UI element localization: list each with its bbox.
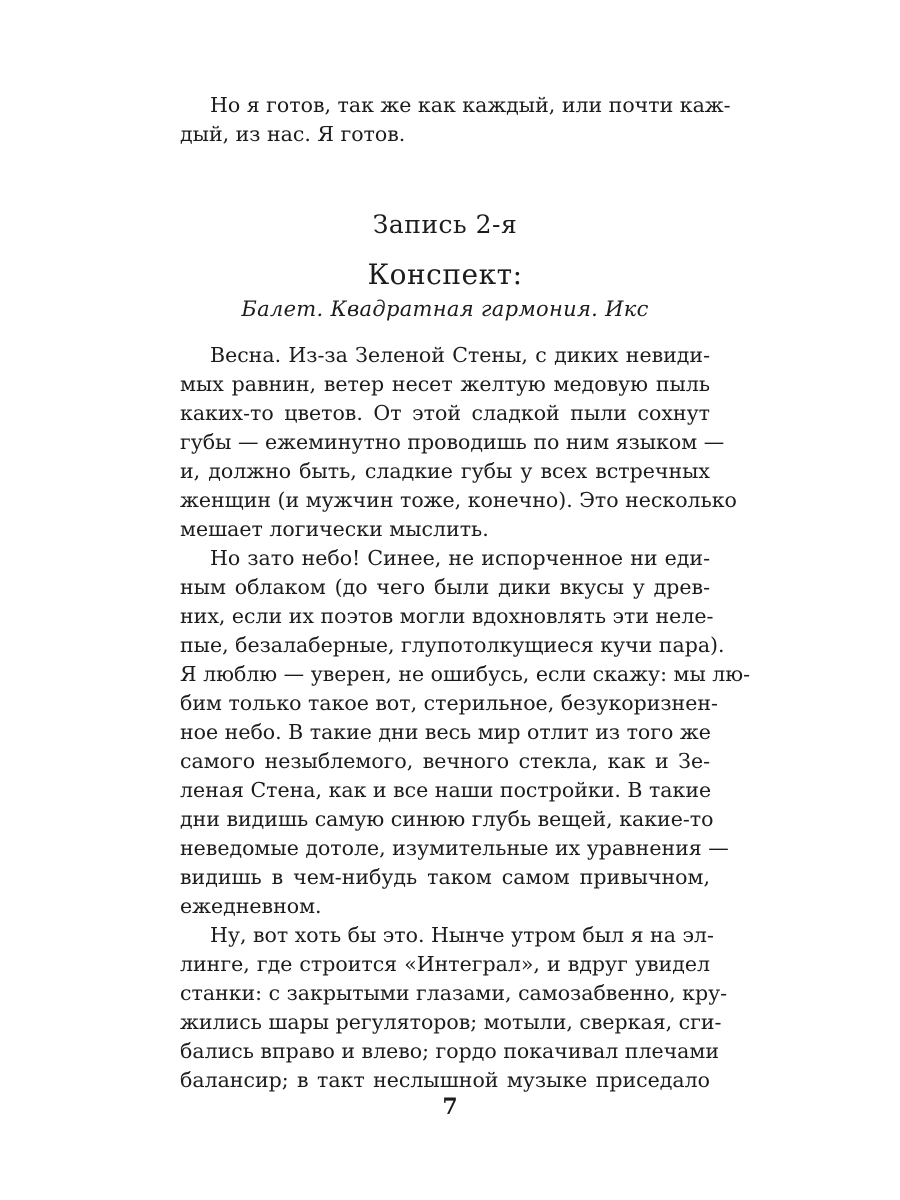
text-line: Ну, вот хоть бы это. Нынче утром был я на эл- <box>210 923 714 947</box>
page-number: 7 <box>442 1094 458 1120</box>
text-line: и, должно быть, сладкие губы у всех встречных <box>180 459 710 483</box>
text-line: ежедневном. <box>180 894 322 918</box>
text-line: леная Стена, как и все наши постройки. В такие <box>180 778 712 802</box>
text-line: ным облаком (до чего были дики вкусы у древ- <box>180 575 710 599</box>
body-text <box>180 341 751 1095</box>
text-line: бим только такое вот, стерильное, безукоризнен- <box>180 691 718 715</box>
text-line: них, если их поэтов могли вдохновлять эти неле- <box>180 604 714 628</box>
text-line: станки: с закрытыми глазами, самозабвенно, кру- <box>180 981 728 1005</box>
text-line: дни видишь самую синюю глубь вещей, какие-то <box>180 807 714 831</box>
text-line: дый, из нас. Я готов. <box>180 122 406 146</box>
text-line: балансир; в такт неслышной музыке приседало <box>180 1068 710 1092</box>
text-line: неведомые дотоле, изумительные их уравнения — <box>180 836 729 860</box>
text-line: женщин (и мужчин тоже, конечно). Это несколько <box>180 488 737 512</box>
conspect-title: Конспект: <box>367 258 523 291</box>
text-line: линге, где строится «Интеграл», и вдруг увидел <box>180 952 710 976</box>
conspect-topics: Балет. Квадратная гармония. Икс <box>241 297 649 321</box>
text-line: Но зато небо! Синее, не испорченное ни еди- <box>210 546 710 570</box>
text-line: каких-то цветов. От этой сладкой пыли сохнут <box>180 401 710 425</box>
text-line: Весна. Из-за Зеленой Стены, с диких невиди- <box>210 343 710 367</box>
text-line: бались вправо и влево; гордо покачивал плечами <box>180 1039 719 1063</box>
text-line: Но я готов, так же как каждый, или почти каж- <box>210 93 731 117</box>
text-line: ное небо. В такие дни весь мир отлит из того же <box>180 720 711 744</box>
text-line: Я люблю — уверен, не ошибусь, если скажу: мы лю- <box>180 662 751 686</box>
text-line: мых равнин, ветер несет желтую медовую пыль <box>180 372 710 396</box>
text-line: самого незыблемого, вечного стекла, как и Зе- <box>180 749 710 773</box>
text-line: мешает логически мыслить. <box>180 517 489 541</box>
text-line: губы — ежеминутно проводишь по ним языком — <box>180 430 725 454</box>
text-line: видишь в чем-нибудь таком самом привычном, <box>180 865 710 889</box>
intro-paragraph <box>180 91 731 149</box>
text-line: жились шары регуляторов; мотыли, сверкая, сги- <box>180 1010 722 1034</box>
text-line: пые, безалаберные, глупотолкущиеся кучи пара). <box>180 633 725 657</box>
entry-number: Запись 2-я <box>372 210 518 239</box>
